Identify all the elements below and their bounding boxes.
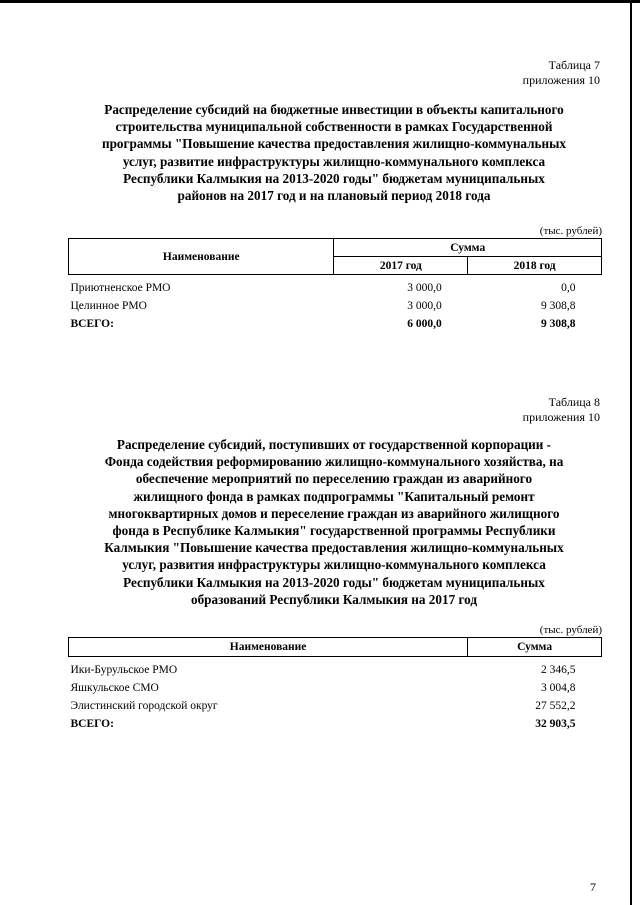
table7-header-2018: 2018 год — [468, 257, 602, 275]
table8-title-line: Калмыкия "Повышение качества предоставления жилищно-коммунальных — [104, 540, 564, 556]
table8-title-line: обеспечение мероприятий по переселению граждан из аварийного — [135, 471, 533, 487]
table7-title-line: Республики Калмыкия на 2013-2020 годы" бюджетам муниципальных — [123, 170, 545, 186]
table8-title — [64, 436, 604, 608]
table-row — [69, 697, 602, 715]
total-value-2017: 6 000,0 — [407, 318, 442, 330]
table7-title-line: программы "Повышение качества предоставления жилищно-коммунальных — [101, 136, 566, 152]
table8-caption-appendix: приложения 10 — [522, 410, 600, 424]
row-name: Целинное РМО — [70, 300, 147, 312]
right-border-line — [630, 0, 632, 905]
table8-title-line: Фонда содействия реформированию жилищно-коммунального хозяйства, на — [104, 454, 564, 470]
row-name: Ики-Бурульское РМО — [70, 664, 178, 676]
table8 — [68, 637, 602, 733]
table8-title-line: многоквартирных домов и переселение граждан из аварийного жилищного — [108, 505, 560, 521]
table7-units: (тыс. рублей) — [539, 225, 602, 237]
table-total-row — [69, 715, 602, 733]
total-value-2018: 9 308,8 — [541, 318, 576, 330]
top-border-line — [0, 0, 640, 3]
table7-caption-appendix: приложения 10 — [522, 73, 600, 87]
table8-title-line: образований Республики Калмыкия на 2017 год — [190, 591, 478, 607]
table-row — [69, 657, 602, 680]
table7-caption-number: Таблица 7 — [548, 58, 600, 72]
table8-title-line: фонда в Республике Калмыкия" государственной программы Республики — [112, 523, 556, 539]
table7-title-line: районов на 2017 год и на плановый период 2018 года — [177, 188, 491, 204]
row-value-2017: 3 000,0 — [407, 300, 442, 312]
table7-title-line: строительства муниципальной собственности в рамках Государственной — [115, 119, 553, 135]
table7-header-2017: 2017 год — [334, 257, 468, 275]
row-name: Элистинский городской округ — [70, 700, 218, 712]
table8-caption — [523, 395, 600, 425]
total-label: ВСЕГО: — [70, 318, 114, 330]
row-value: 27 552,2 — [535, 700, 576, 712]
table8-title-line: услуг, развития инфраструктуры жилищно-коммунального комплекса — [122, 557, 546, 573]
row-value-2017: 3 000,0 — [407, 282, 442, 294]
table7-caption — [523, 58, 600, 88]
row-name: Яшкульское СМО — [70, 682, 159, 694]
table7-title-line: Распределение субсидий на бюджетные инвестиции в объекты капитального — [104, 102, 564, 117]
table8-units: (тыс. рублей) — [539, 624, 602, 636]
table8-caption-number: Таблица 8 — [548, 395, 600, 409]
row-name: Приютненское РМО — [70, 282, 171, 294]
total-label: ВСЕГО: — [70, 718, 114, 730]
total-value: 32 903,5 — [535, 718, 576, 730]
page-number: 7 — [590, 880, 596, 894]
table-row — [69, 297, 602, 315]
row-value-2018: 9 308,8 — [541, 300, 576, 312]
table7 — [68, 238, 602, 333]
row-value: 3 004,8 — [541, 682, 576, 694]
table-total-row — [69, 315, 602, 333]
table7-header-name: Наименование — [69, 239, 334, 275]
table8-header-sum: Сумма — [468, 638, 602, 657]
row-value-2018: 0,0 — [561, 282, 576, 294]
table8-title-line: Республики Калмыкия на 2013-2020 годы" бюджетам муниципальных — [123, 574, 545, 590]
table7-title — [64, 101, 604, 204]
row-value: 2 346,5 — [541, 664, 576, 676]
table-row — [69, 679, 602, 697]
table8-title-line: жилищного фонда в рамках подпрограммы "Капитальный ремонт — [133, 488, 535, 504]
table8-title-line: Распределение субсидий, поступивших от государственной корпорации - — [116, 437, 552, 452]
table7-title-line: услуг, развитие инфраструктуры жилищно-коммунального комплекса — [122, 153, 546, 169]
table7-header-sum: Сумма — [334, 239, 602, 257]
table-row — [69, 275, 602, 298]
table8-header-name: Наименование — [69, 638, 468, 657]
